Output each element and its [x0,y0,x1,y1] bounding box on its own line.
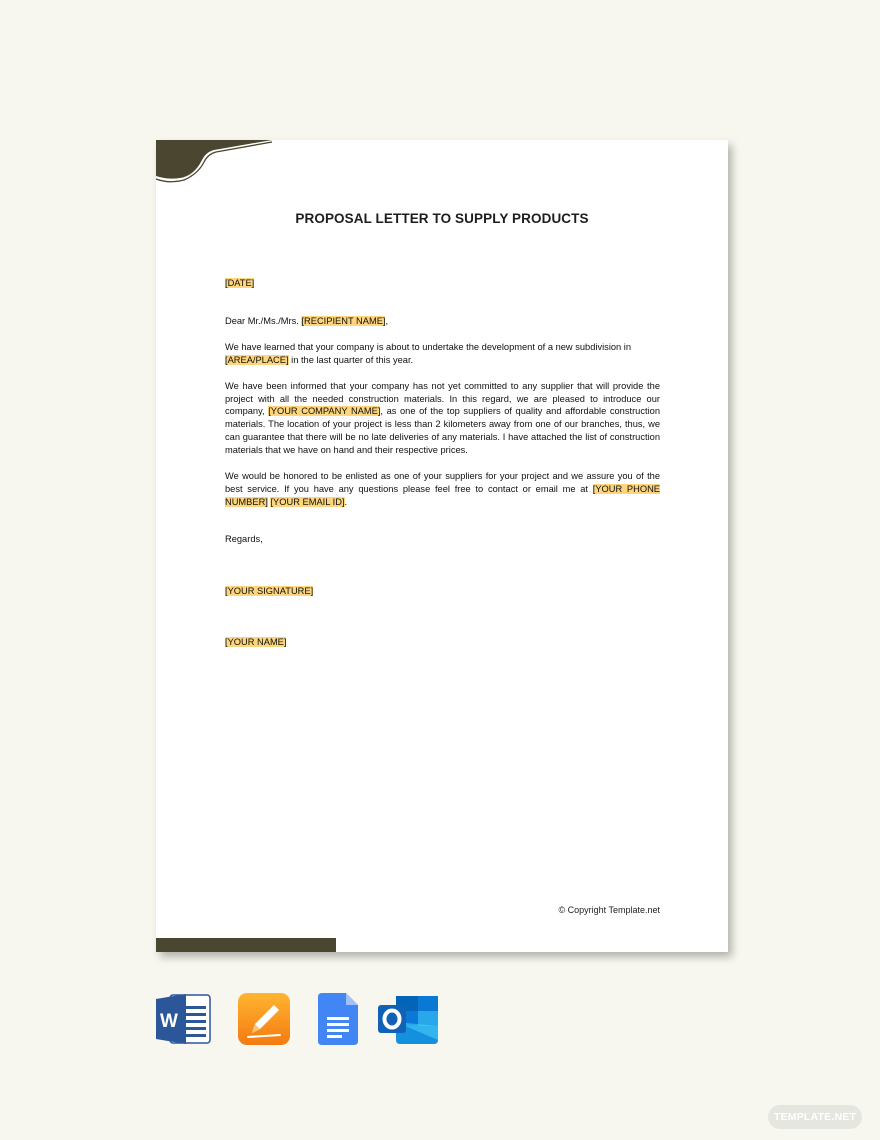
area-placeholder: [AREA/PLACE] [225,354,289,365]
closing: Regards, [225,533,263,544]
document-title: PROPOSAL LETTER TO SUPPLY PRODUCTS [295,211,589,226]
svg-text:W: W [160,1011,178,1032]
salutation: Dear Mr./Ms./Mrs. [RECIPIENT NAME], [225,315,389,326]
paragraph-1: We have learned that your company is about to undertake the development of a new subdivision in [AREA/PLACE] in the last quarter of this year. [225,341,632,365]
name-placeholder: [YOUR NAME] [225,636,287,647]
word-icon[interactable] [156,994,212,1044]
paragraph-3: We would be honored to be enlisted as one of your suppliers for your project and we assure you of the best service. If you have any questions please feel free to contact or email me at [YOUR PHONE NUMBER] [YOUR EMAIL ID]. [225,471,660,507]
email-placeholder: [YOUR EMAIL ID] [270,496,345,507]
letter-body [225,277,660,649]
company-name-placeholder: [YOUR COMPANY NAME] [268,406,381,417]
google-docs-icon[interactable] [318,993,358,1045]
phone-placeholder: [YOUR PHONE NUMBER] [225,483,660,507]
document-page [156,140,728,952]
corner-decoration [156,140,286,190]
date-placeholder: [DATE] [225,278,255,288]
signature-placeholder: [YOUR SIGNATURE] [225,585,314,596]
outlook-icon[interactable] [378,994,440,1044]
template-net-watermark: TEMPLATE.NET [768,1105,862,1129]
paragraph-2: We have been informed that your company has not yet committed to any supplier that will provide the project with all the needed construction materials. In this regard, we are pleased to introduce our company, [YOUR COMPANY NAME], as one of the top suppliers of quality and affordable construction materials. The location of your project is less than 2 kilometers away from one of our branches, thus, we can guarantee that there will be no late deliveries of any materials. I have attached the list of construction materials that we have on hand and their respective prices. [225,380,660,456]
footer-bar [156,938,336,952]
copyright-notice: © Copyright Template.net [558,905,660,915]
pages-icon[interactable] [238,993,290,1045]
recipient-placeholder: [RECIPIENT NAME] [301,315,386,326]
